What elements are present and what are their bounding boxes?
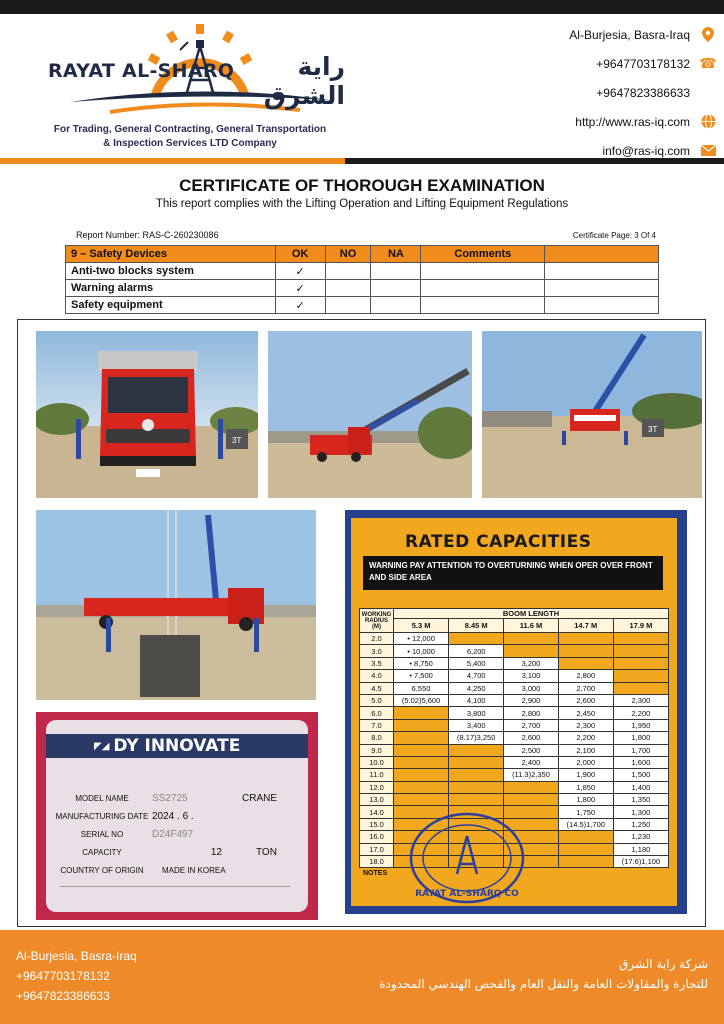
- capacity-cell: [558, 645, 613, 657]
- capacity-cell: (11.3)2,350: [504, 769, 558, 781]
- capacity-cell: (5.02)5,600: [394, 694, 449, 706]
- origin-label: COUNTRY OF ORIGIN: [60, 866, 144, 875]
- capacity-cell: [558, 843, 613, 855]
- no-cell: [325, 280, 371, 297]
- table-row: [66, 297, 659, 314]
- photo-truck-rear: [482, 331, 702, 498]
- boom-length-col: 14.7 M: [558, 619, 613, 633]
- document-subtitle: This report complies with the Lifting Operation and Lifting Equipment Regulations: [155, 198, 569, 210]
- capacity-cell: [504, 645, 558, 657]
- header-comments: Comments: [421, 246, 545, 263]
- capacity-cell: 1,750: [558, 806, 613, 818]
- capacity-cell: (14.5)1,700: [558, 818, 613, 830]
- contact-address: [486, 20, 716, 49]
- capacity-cell: 2,600: [558, 694, 613, 706]
- brand-logo-icon: ◤◢: [94, 740, 110, 752]
- load-row: [360, 707, 669, 719]
- header-section: 9 – Safety Devices: [66, 246, 276, 263]
- table-row: [66, 263, 659, 280]
- footer-contacts: [16, 946, 137, 1006]
- table-row: [66, 280, 659, 297]
- capacity-cell: [558, 831, 613, 843]
- contact-text[interactable]: info@ras-iq.com: [602, 143, 690, 158]
- capacity-cell: 6,200: [449, 645, 504, 657]
- tagline-line: For Trading, General Contracting, General Transportation: [53, 124, 327, 135]
- no-cell: [325, 263, 371, 280]
- capacity-cell: 2,900: [504, 694, 558, 706]
- ok-cell: ✓: [275, 297, 325, 314]
- radius-cell: 3.5: [360, 657, 394, 669]
- na-cell: [371, 297, 421, 314]
- capacity-cell: 1,600: [613, 756, 668, 768]
- capacity-cell: [394, 756, 449, 768]
- extra-cell: [545, 297, 659, 314]
- capacity-cell: [394, 732, 449, 744]
- capacity-cell: [613, 657, 668, 669]
- capacity-cell: 1,850: [558, 781, 613, 793]
- contact-text: Al-Burjesia, Basra-Iraq: [569, 27, 690, 42]
- company-stamp: [407, 808, 527, 908]
- capacity-cell: 1,250: [613, 818, 668, 830]
- capacity-cell: • 7,500: [394, 670, 449, 682]
- radius-cell: 16.0: [360, 831, 394, 843]
- safety-devices-table: [65, 245, 659, 314]
- chart-warning: WARNING PAY ATTENTION TO OVERTURNING WHEN OPER OVER FRONT AND SIDE AREA: [363, 556, 663, 590]
- capacity-cell: [394, 719, 449, 731]
- capacity-cell: 4,100: [449, 694, 504, 706]
- capacity-cell: 3,200: [504, 657, 558, 669]
- photo-lift-test: [36, 510, 316, 700]
- photo-truck-boom: [268, 331, 472, 498]
- radius-cell: 10.0: [360, 756, 394, 768]
- boom-length-row: [360, 619, 669, 633]
- capacity-cell: [613, 682, 668, 694]
- block-label: 3T: [232, 436, 242, 445]
- footer-address: Al-Burjesia, Basra-Iraq: [16, 949, 137, 963]
- capacity-cell: (17.6)1,100: [613, 856, 668, 868]
- capacity-cell: [394, 794, 449, 806]
- nameplate-plate: [46, 720, 308, 912]
- brand-name: DY INNOVATE: [113, 736, 241, 756]
- comments-cell: [421, 297, 545, 314]
- radius-cell: 3.0: [360, 645, 394, 657]
- capacity-cell: 3,400: [449, 719, 504, 731]
- model-label: MODEL NAME: [75, 794, 129, 803]
- photo-truck-front: [36, 331, 258, 498]
- load-row: [360, 744, 669, 756]
- capacity-cell: [504, 794, 558, 806]
- capacity-cell: 2,600: [504, 732, 558, 744]
- capacity-cell: [613, 670, 668, 682]
- footer-company-name-ar: شركة راية الشرق: [619, 957, 708, 971]
- radius-cell: 11.0: [360, 769, 394, 781]
- capacity-cell: [558, 856, 613, 868]
- block-label: 3T: [648, 425, 658, 434]
- chart-title: RATED CAPACITIES: [405, 532, 592, 552]
- company-tagline: [30, 123, 350, 151]
- capacity-cell: 2,000: [558, 756, 613, 768]
- spacer-icon: [700, 85, 716, 101]
- top-bar: [0, 0, 724, 14]
- capacity-cell: 2,450: [558, 707, 613, 719]
- radius-cell: 8.0: [360, 732, 394, 744]
- tagline-line: & Inspection Services LTD Company: [103, 138, 277, 149]
- capacity-cell: 1,180: [613, 843, 668, 855]
- radius-header: WORKING RADIUS (M): [360, 609, 394, 633]
- mfg-label: MANUFACTURING DATE: [55, 812, 149, 821]
- serial-value: D24F497: [152, 829, 194, 840]
- mfg-value: 2024 . 6 .: [152, 811, 194, 822]
- radius-cell: 18.0: [360, 856, 394, 868]
- boom-length-col: 11.6 M: [504, 619, 558, 633]
- capacity-cell: [613, 645, 668, 657]
- capacity-cell: 2,800: [558, 670, 613, 682]
- load-row: [360, 645, 669, 657]
- ok-cell: ✓: [275, 263, 325, 280]
- ok-cell: ✓: [275, 280, 325, 297]
- capacity-cell: [449, 769, 504, 781]
- header-ok: OK: [275, 246, 325, 263]
- radius-cell: 4.5: [360, 682, 394, 694]
- capacity-cell: (8.17)3,250: [449, 732, 504, 744]
- load-row: [360, 781, 669, 793]
- mail-icon: [700, 143, 716, 159]
- capacity-cell: [394, 781, 449, 793]
- footer: [0, 930, 724, 1024]
- capacity-cell: 2,500: [504, 744, 558, 756]
- capacity-cell: [449, 794, 504, 806]
- load-row: [360, 732, 669, 744]
- capacity-cell: [449, 756, 504, 768]
- capacity-cell: [394, 769, 449, 781]
- capacity-cell: [558, 633, 613, 645]
- capacity-value: 12: [210, 847, 222, 858]
- capacity-cell: 1,950: [613, 719, 668, 731]
- capacity-cell: 1,350: [613, 794, 668, 806]
- capacity-cell: 1,400: [613, 781, 668, 793]
- capacity-cell: 4,700: [449, 670, 504, 682]
- contact-phone-2[interactable]: [486, 78, 716, 107]
- radius-cell: 7.0: [360, 719, 394, 731]
- origin-value: MADE IN KOREA: [162, 866, 226, 875]
- capacity-cell: 2,400: [504, 756, 558, 768]
- header-no: NO: [325, 246, 371, 263]
- chart-notes: NOTES: [363, 870, 388, 877]
- footer-company-desc-ar: للتجارة والمقاولات العامة والنقل العام والفحص الهندسي المحدودة: [379, 977, 708, 991]
- capacity-cell: 3,100: [504, 670, 558, 682]
- capacity-cell: 2,300: [558, 719, 613, 731]
- contact-phone-1[interactable]: [486, 49, 716, 78]
- globe-icon: [700, 114, 716, 130]
- load-row: [360, 657, 669, 669]
- location-icon: [700, 27, 716, 43]
- capacity-cell: 1,300: [613, 806, 668, 818]
- extra-cell: [545, 263, 659, 280]
- capacity-cell: [558, 657, 613, 669]
- capacity-label: CAPACITY: [82, 848, 122, 857]
- extra-cell: [545, 280, 659, 297]
- capacity-cell: 1,900: [558, 769, 613, 781]
- comments-cell: [421, 263, 545, 280]
- item-cell: Warning alarms: [66, 280, 276, 297]
- capacity-cell: 2,700: [558, 682, 613, 694]
- photo-nameplate: [36, 712, 318, 920]
- phone-icon: ☎: [699, 55, 717, 71]
- radius-cell: 9.0: [360, 744, 394, 756]
- capacity-cell: 2,100: [558, 744, 613, 756]
- capacity-cell: [394, 707, 449, 719]
- boom-length-col: 8.45 M: [449, 619, 504, 633]
- certificate-page: Certificate Page: 3 Of 4: [572, 231, 656, 240]
- model-type: CRANE: [242, 793, 278, 804]
- capacity-cell: 6,550: [394, 682, 449, 694]
- report-number: Report Number: RAS-C-260230086: [76, 230, 219, 240]
- nameplate-address: [60, 886, 290, 904]
- na-cell: [371, 280, 421, 297]
- company-name-ar: راية الشرق: [263, 52, 345, 110]
- contact-text[interactable]: +9647703178132: [596, 56, 690, 71]
- contact-block: [486, 20, 716, 165]
- load-row: [360, 719, 669, 731]
- radius-cell: 2.0: [360, 633, 394, 645]
- table-header-row: [66, 246, 659, 263]
- radius-cell: 14.0: [360, 806, 394, 818]
- document-title: CERTIFICATE OF THOROUGH EXAMINATION: [179, 176, 545, 195]
- header-divider: [0, 158, 724, 164]
- model-value: SS2725: [152, 793, 188, 804]
- capacity-cell: 3,000: [504, 682, 558, 694]
- capacity-cell: [504, 633, 558, 645]
- footer-company-ar: [379, 954, 708, 994]
- capacity-cell: • 12,000: [394, 633, 449, 645]
- radius-cell: 13.0: [360, 794, 394, 806]
- photo-load-chart: [345, 510, 687, 914]
- capacity-cell: 4,250: [449, 682, 504, 694]
- radius-cell: 15.0: [360, 818, 394, 830]
- nameplate-fields: [52, 790, 302, 880]
- capacity-cell: [449, 744, 504, 756]
- load-row: [360, 633, 669, 645]
- capacity-cell: [504, 781, 558, 793]
- stamp-text: RAYAT AL-SHARQ CO: [415, 889, 519, 899]
- radius-cell: 6.0: [360, 707, 394, 719]
- capacity-cell: 1,500: [613, 769, 668, 781]
- load-row: [360, 794, 669, 806]
- serial-label: SERIAL NO: [80, 830, 124, 839]
- footer-phone-2[interactable]: +9647823386633: [16, 989, 110, 1003]
- capacity-cell: 2,700: [504, 719, 558, 731]
- radius-cell: 4.0: [360, 670, 394, 682]
- comments-cell: [421, 280, 545, 297]
- na-cell: [371, 263, 421, 280]
- contact-website[interactable]: [486, 107, 716, 136]
- capacity-cell: [449, 781, 504, 793]
- capacity-cell: • 10,000: [394, 645, 449, 657]
- capacity-cell: [394, 744, 449, 756]
- load-row: [360, 756, 669, 768]
- boom-length-col: 5.3 M: [394, 619, 449, 633]
- company-name-en: RAYAT AL-SHARQ: [48, 60, 235, 82]
- capacity-cell: 5,400: [449, 657, 504, 669]
- item-cell: Anti-two blocks system: [66, 263, 276, 280]
- footer-phone-1[interactable]: +9647703178132: [16, 969, 110, 983]
- contact-text[interactable]: +9647823386633: [596, 85, 690, 100]
- capacity-cell: 1,800: [613, 732, 668, 744]
- capacity-cell: [449, 633, 504, 645]
- capacity-cell: 1,700: [613, 744, 668, 756]
- capacity-cell: 1,230: [613, 831, 668, 843]
- capacity-cell: • 8,750: [394, 657, 449, 669]
- capacity-cell: 2,300: [613, 694, 668, 706]
- radius-cell: 5.0: [360, 694, 394, 706]
- radius-cell: 17.0: [360, 843, 394, 855]
- boom-length-col: 17.9 M: [613, 619, 668, 633]
- load-row: [360, 682, 669, 694]
- load-row: [360, 670, 669, 682]
- capacity-cell: 2,800: [504, 707, 558, 719]
- company-logo: [40, 22, 345, 118]
- capacity-cell: 2,200: [558, 732, 613, 744]
- load-row: [360, 769, 669, 781]
- capacity-cell: [613, 633, 668, 645]
- no-cell: [325, 297, 371, 314]
- load-row: [360, 694, 669, 706]
- load-chart-plate: [351, 518, 677, 906]
- capacity-unit: TON: [256, 847, 277, 858]
- capacity-cell: 2,200: [613, 707, 668, 719]
- capacity-cell: 3,800: [449, 707, 504, 719]
- item-cell: Safety equipment: [66, 297, 276, 314]
- nameplate-brand-bar: [46, 734, 308, 758]
- header-na: NA: [371, 246, 421, 263]
- capacity-cell: 1,800: [558, 794, 613, 806]
- header-extra: [545, 246, 659, 263]
- contact-text[interactable]: http://www.ras-iq.com: [575, 114, 690, 129]
- radius-cell: 12.0: [360, 781, 394, 793]
- boom-header: BOOM LENGTH: [394, 609, 669, 619]
